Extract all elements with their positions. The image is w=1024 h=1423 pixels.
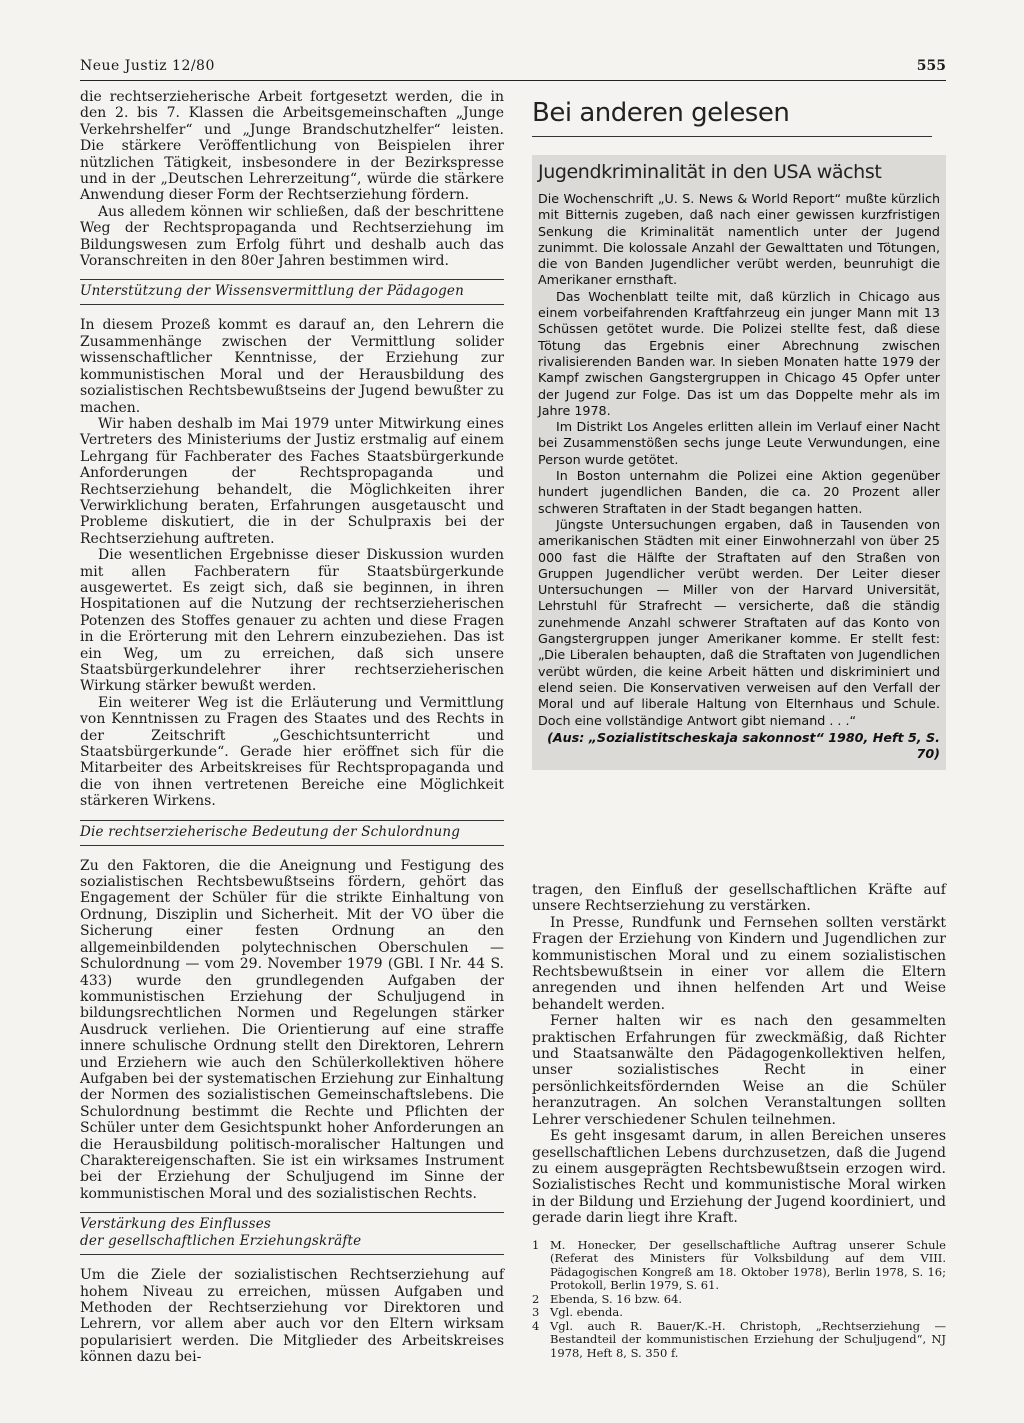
box-source: (Aus: „Sozialistitscheskaja sakonnost“ 1980, Heft 5, S. 70) (547, 729, 940, 762)
paragraph: In Presse, Rundfunk und Fernsehen sollten verstärkt Fragen der Erziehung von Kindern und Jugendlichen zur kommunistischen Moral und zu einem sozialistischen Rechtsbewußtsein in einer vor allem die Eltern anregenden und ihnen helfenden Art und Weise behandelt werden. (532, 914, 946, 1013)
box-title: Jugendkriminalität in den USA wächst (538, 161, 882, 183)
paragraph: Aus alledem können wir schließen, daß der beschrittene Weg der Rechtspropaganda und Rechtserziehung im Bildungswesen zum Erfolg führt und deshalb auch das Voranschreiten in den 80er Jahren bestimmen wird. (80, 203, 504, 270)
footnote-text: Vgl. auch R. Bauer/K.-H. Christoph, „Rechtserziehung — Bestandteil der kommunistischen Erziehung der Schuljugend“, NJ 1978, Heft 8, S. 350 f. (550, 1318, 946, 1360)
quote-box (532, 155, 946, 770)
footnote-number: 3 (532, 1305, 540, 1320)
footnote-text: Vgl. ebenda. (550, 1305, 623, 1320)
subheading: Die rechtserzieherische Bedeutung der Schulordnung (80, 820, 504, 846)
header-rule (80, 80, 946, 81)
box-paragraph: Jüngste Untersuchungen ergaben, daß in Tausenden von amerikanischen Städten mit einer Einwohnerzahl von über 25 000 fast die Hälfte der Straftaten auf den Straßen von Gruppen Jugendlicher verübt werden. Der Leiter dieser Untersuchungen — Miller von der Harvard Universität, Lehrstuhl für Strafrecht — versicherte, daß die ständig zunehmende Anzahl schwerer Straftaten auf das Konto von Gangstergruppen junger Amerikaner komme. Er stellt fest: „Die Liberalen behaupten, daß die Straftaten von Jugendlichen verübt würden, die keine Arbeit hätten und diskriminiert und elend seien. Die Konservativen verweisen auf den Verfall der Moral und auf liberale Haltung von Elternhaus und Schule. Doch eine vollständige Antwort gibt niemand . . .“ (538, 516, 940, 728)
footnote (532, 1320, 946, 1361)
paragraph: Die wesentlichen Ergebnisse dieser Diskussion wurden mit allen Fachberatern für Staatsbürgerkunde ausgewertet. Es zeigt sich, daß sie beginnen, in ihren Hospitationen auf die Nutzung der rechtserzieherischen Potenzen des Stoffes genauer zu achten und diese Fragen in die Erörterung mit den Lehrern einzubeziehen. Das ist ein Weg, um zu erreichen, daß sich unsere Staatsbürgerkundelehrer ihrer rechtserzieherischen Wirkung stärker bewußt werden. (80, 547, 504, 695)
box-paragraph: Im Distrikt Los Angeles erlitten allein im Verlauf einer Nacht bei Zusammenstößen sechs junge Leute Verwundungen, eine Person wurde getötet. (538, 419, 940, 467)
subheading-line: der gesellschaftlichen Erziehungskräfte (80, 1233, 362, 1250)
footnote (532, 1293, 946, 1307)
footnote (532, 1306, 946, 1320)
page-number: 555 (916, 58, 946, 74)
subheading-line: Verstärkung des Einflusses (80, 1216, 272, 1233)
page-header (80, 58, 946, 82)
box-paragraph: Die Wochenschrift „U. S. News & World Report“ mußte kürzlich mit Bitternis zugeben, daß nach einer gewissen kurzfristigen Senkung die Kriminalität namentlich unter der Jugend zunimmt. Die kolossale Anzahl der Gewalttaten und Tötungen, die von Banden Jugendlicher verübt werden, beunruhigt die Amerikaner ernsthaft. (538, 191, 940, 288)
section-title: Bei anderen gelesen (532, 98, 790, 128)
footnote-text: M. Honecker, Der gesellschaftliche Auftrag unserer Schule (Referat des Ministers für Volksbildung auf dem VIII. Pädagogischen Kongreß am 18. Oktober 1978), Berlin 1978, S. 16; Protokoll, Berlin 1979, S. 61. (550, 1237, 946, 1293)
paragraph: tragen, den Einfluß der gesellschaftlichen Kräfte auf unsere Rechtserziehung zu verstärken. (532, 882, 946, 915)
paragraph: die rechtserzieherische Arbeit fortgesetzt werden, die in den 2. bis 7. Klassen die Arbeitsgemeinschaften „Junge Verkehrshelfer“ und „Junge Brandschutzhelfer“ leisten. Die stärkere Veröffentlichung von Beispielen ihrer nützlichen Tätigkeit, insbesondere in der Bezirkspresse und in der „Deutschen Lehrerzeitung“, würde die stärkere Anwendung dieser Form der Rechtserziehung fördern. (80, 89, 504, 204)
right-column-top (532, 90, 946, 770)
box-paragraph: Das Wochenblatt teilte mit, daß kürzlich in Chicago aus einem vorbeifahrenden Kraftfahrzeug ein junger Mann mit 13 Schüssen getötet wurde. Die Polizei stellte fest, daß diese Tötung das Ergebnis einer Abrechnung zwischen rivalisierenden Banden war. In sieben Monaten hatte 1979 der Kampf zwischen Gangstergruppen in Chicago 45 Opfer unter der Jugend zur Folge. Das ist um das Doppelte mehr als im Jahre 1978. (538, 288, 940, 418)
paragraph: Zu den Faktoren, die die Aneignung und Festigung des sozialistischen Rechtsbewußtseins fördern, gehört das Engagement der Schüler für die strikte Einhaltung von Ordnung, Disziplin und Sicherheit. Mit der VO über die Sicherung einer festen Ordnung an den allgemeinbildenden polytechnischen Oberschulen — Schulordnung — vom 29. November 1979 (GBl. I Nr. 44 S. 433) wurde den grundlegenden Aufgaben der kommunistischen Erziehung der Schuljugend in bildungsrechtlichen Normen und Regelungen stärker Ausdruck verliehen. Die Orientierung auf eine straffe innere schulische Ordnung stellt den Direktoren, Lehrern und Erziehern wie auch den Schülerkollektiven höhere Aufgaben bei der systematischen Erziehung zur Einhaltung der Normen des sozialistischen Gemeinschaftslebens. Die Schulordnung bestimmt die Rechte und Pflichten der Schüler unter dem Gesichtspunkt hoher Anforderungen an die Herausbildung politisch-moralischer Haltungen und Charaktereigenschaften. Sie ist ein wirksames Instrument bei der Erziehung der Schuljugend im Sinne der kommunistischen Moral und des sozialistischen Rechts. (80, 857, 504, 1202)
subheading (80, 1212, 504, 1255)
paragraph: Um die Ziele der sozialistischen Rechtserziehung auf hohem Niveau zu erreichen, müssen Aufgaben und Methoden der Rechtserziehung vor Direktoren und Lehrern, vor allem aber auch vor den Eltern wirksam popularisiert werden. Die Mitglieder des Arbeitskreises können dazu bei- (80, 1267, 504, 1366)
right-column-bottom (532, 882, 946, 1360)
footnote (532, 1239, 946, 1293)
journal-issue: Neue Justiz 12/80 (80, 58, 215, 74)
paragraph: Es geht insgesamt darum, in allen Bereichen unseres gesellschaftlichen Lebens durchzusetzen, daß die Jugend zu einem ausgeprägten Rechtsbewußtsein erzogen wird. Sozialistisches Recht und kommunistische Moral wirken in der Bildung und Erziehung der Jugend koordiniert, und gerade darin liegt ihre Kraft. (532, 1128, 946, 1227)
footnote-text: Ebenda, S. 16 bzw. 64. (550, 1291, 683, 1306)
box-paragraph: In Boston unternahm die Polizei eine Aktion gegenüber hundert jugendlichen Banden, die ca. 20 Prozent aller schweren Straftaten in der Stadt begangen hatten. (538, 468, 940, 516)
paragraph: Wir haben deshalb im Mai 1979 unter Mitwirkung eines Vertreters des Ministeriums der Justiz erstmalig auf einem Lehrgang für Fachberater des Faches Staatsbürgerkunde Anforderungen der Rechtspropaganda und Rechtserziehung behandelt, die Möglichkeiten ihrer Verwirklichung beraten, Erfahrungen ausgetauscht und Probleme diskutiert, die in der Schulpraxis bei der Rechtserziehung auftreten. (80, 415, 504, 547)
paragraph: Ferner halten wir es nach den gesammelten praktischen Erfahrungen für zweckmäßig, daß Richter und Staatsanwälte den Pädagogenkollektiven helfen, unser sozialistisches Recht in einer persönlichkeitsfördernden Weise an die Schüler heranzutragen. An solchen Veranstaltungen sollten Lehrer verschiedener Schulen teilnehmen. (532, 1013, 946, 1128)
footnotes (532, 1239, 946, 1361)
footnote-number: 1 (532, 1237, 540, 1252)
left-column (80, 89, 504, 1366)
footnote-number: 2 (532, 1291, 540, 1306)
paragraph: In diesem Prozeß kommt es darauf an, den Lehrern die Zusammenhänge zwischen der Vermittlung solider wissenschaftlicher Kenntnisse, der Erziehung zur kommunistischen Moral und der Herausbildung des sozialistischen Rechtsbewußtseins der Jugend bewußter zu machen. (80, 317, 504, 416)
paragraph: Ein weiterer Weg ist die Erläuterung und Vermittlung von Kenntnissen zu Fragen des Staates und des Rechts in der Zeitschrift „Geschichtsunterricht und Staatsbürgerkunde“. Gerade hier eröffnet sich für die Mitarbeiter des Arbeitskreises für Rechtspropaganda und die von ihnen vertretenen Bereiche eine Möglichkeit stärkeren Wirkens. (80, 694, 504, 810)
section-rule (532, 136, 932, 137)
subheading: Unterstützung der Wissensvermittlung der Pädagogen (80, 279, 504, 305)
footnote-number: 4 (532, 1318, 540, 1333)
